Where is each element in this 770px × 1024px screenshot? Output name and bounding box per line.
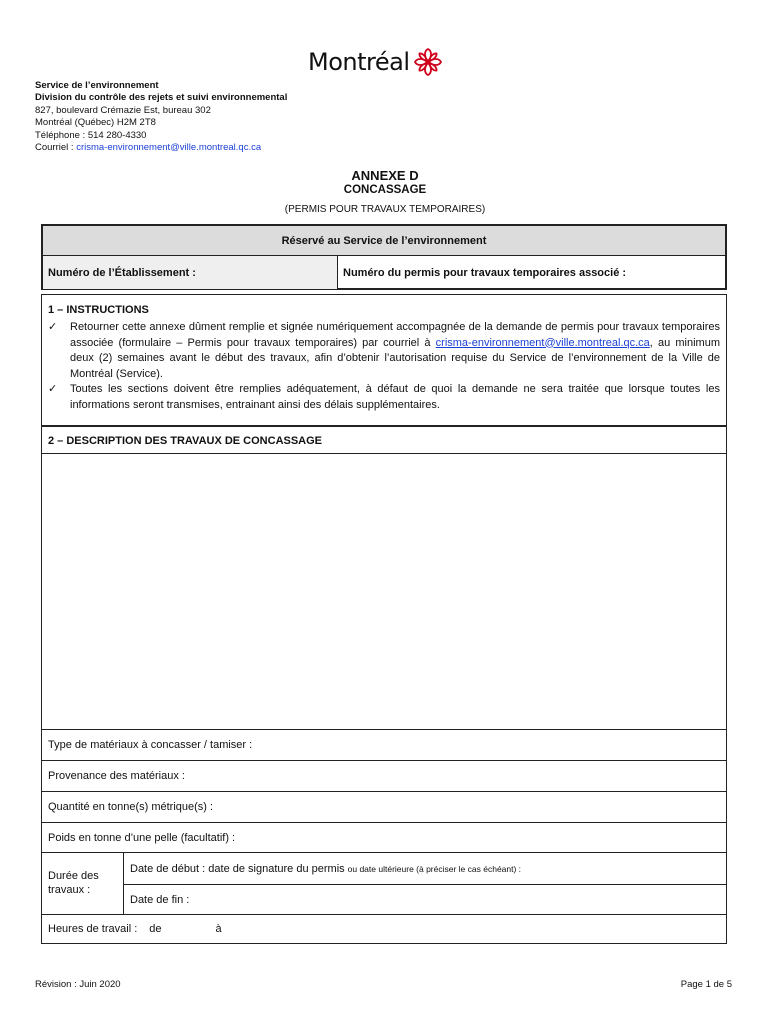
duration-block [42,852,726,915]
instruction-email-link[interactable]: crisma-environnement@ville.montreal.qc.ca [435,336,650,349]
reserved-header: Réservé au Service de l’environnement [43,226,725,256]
work-hours-to: à [215,923,222,935]
address-line-1: 827, boulevard Crémazie Est, bureau 302 [35,104,211,116]
annexe-subject: CONCASSAGE [343,184,427,196]
start-date-label: Date de début : date de signature du permis [130,862,345,875]
reserved-row [43,256,725,289]
logo-wordmark: Montréal [308,48,410,76]
provenance-field[interactable]: Provenance des matériaux : [42,760,726,791]
quantity-field[interactable]: Quantité en tonne(s) métrique(s) : [42,791,726,822]
establishment-number-field[interactable]: Numéro de l’Établissement : [43,256,338,289]
description-header [42,427,726,454]
duration-label: Durée des travaux : [48,870,99,896]
page-number: Page 1 de 5 [680,979,732,990]
description-title: 2 – DESCRIPTION DES TRAVAUX DE CONCASSAGE [48,435,323,447]
material-type-field[interactable]: Type de matériaux à concasser / tamiser : [42,729,726,760]
instruction-item [48,320,720,382]
end-date-field[interactable]: Date de fin : [124,884,726,915]
annexe-permit-type: (PERMIS POUR TRAVAUX TEMPORAIRES) [284,204,486,215]
flower-logo-icon [413,47,443,77]
start-date-note: ou date ultérieure (à préciser le cas échéant) : [347,863,522,874]
checkmark-icon: ✓ [48,383,58,395]
email-link[interactable]: crisma-environnement@ville.montreal.qc.ca [76,142,262,154]
checkmark-icon: ✓ [48,321,58,333]
instruction-text [70,320,720,382]
phone: Téléphone : 514 280-4330 [35,129,147,141]
description-text-area[interactable] [42,454,726,729]
reserved-section [41,224,727,290]
instruction-item [48,382,720,413]
address-line-2: Montréal (Québec) H2M 2T8 [35,117,156,129]
email-line [35,142,287,154]
permit-number-field[interactable]: Numéro du permis pour travaux temporaires associé : [343,266,627,279]
annexe-title: ANNEXE D [351,168,419,183]
start-date-field[interactable] [124,853,726,884]
instruction-text-part: Retourner cette annexe dûment remplie et signée numériquement accompagnée de la demande de permis pour travaux temporaires associée (formulaire – Permis pour travaux temporaires) par courriel à [70,321,720,349]
service-name: Service de l’environnement [35,80,159,91]
work-hours-from: de [149,923,162,935]
work-hours-field[interactable] [42,914,726,943]
instruction-text: Toutes les sections doivent être remplies adéquatement, à défaut de quoi la demande ne sera traitée que lorsque toutes les informations seront transmises, entrainant ainsi des délais supplémentaires. [70,383,720,411]
instructions-section [41,294,727,426]
organization-block [35,80,287,154]
division-name: Division du contrôle des rejets et suivi environnemental [35,92,288,104]
email-label: Courriel : [35,142,77,154]
work-hours-label: Heures de travail : [48,923,138,935]
instructions-title: 1 – INSTRUCTIONS [48,304,149,316]
shovel-weight-field[interactable]: Poids en tonne d’une pelle (facultatif) : [42,822,726,852]
description-section [41,426,727,944]
city-logo [308,44,443,80]
instruction-text-part: , au minimum deux (2) semaines avant le début des travaux, afin d’obtenir l’autorisation requise du Service de l’environnement de la Ville de Montréal (Service). [70,336,720,380]
revision-date: Révision : Juin 2020 [35,979,121,990]
